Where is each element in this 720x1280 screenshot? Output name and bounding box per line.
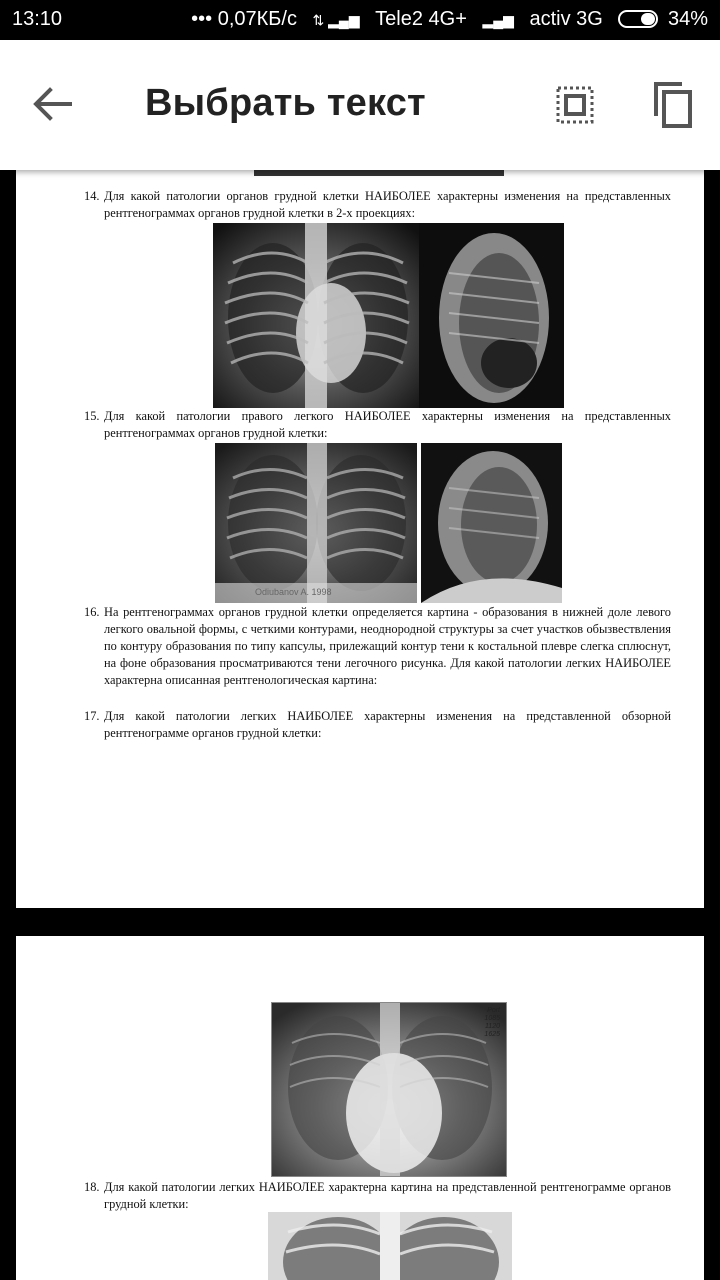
xray-handwritten-note <box>484 1007 500 1039</box>
note-line: 1625 <box>484 1031 500 1038</box>
xray-frontal-18 <box>268 1212 512 1280</box>
question-text: Для какой патологии правого легкого НАИБОЛЕЕ характерны изменения на представленных рентгенограммах органов грудной клетки: <box>104 409 671 440</box>
question-15 <box>84 408 671 442</box>
signal-icon: ⇅ ▂▄▆ <box>312 12 360 28</box>
question-number: 15. <box>84 409 100 423</box>
signal-icon-2: ▂▄▆ <box>482 12 514 28</box>
page-title: Выбрать текст <box>145 82 426 124</box>
status-indicators <box>181 8 708 31</box>
status-time: 13:10 <box>12 8 63 30</box>
question-14 <box>84 188 671 222</box>
note-line: Port <box>487 1007 500 1014</box>
note-line: 1120 <box>484 1023 500 1030</box>
question-number: 16. <box>84 605 100 619</box>
carrier-2: activ 3G <box>529 8 603 30</box>
question-16 <box>84 604 671 689</box>
document-page-2 <box>16 936 704 1280</box>
app-bar <box>0 40 720 170</box>
note-line: 1085 <box>484 1015 500 1022</box>
question-18 <box>84 1179 671 1213</box>
question-number: 17. <box>84 709 100 723</box>
xray-lateral-15 <box>421 443 562 603</box>
battery-level: 34% <box>667 8 708 30</box>
question-text: На рентгенограммах органов грудной клетки определяется картина - образования в нижней доле левого легкого овальной формы, с четкими контурами, неоднородной структуры за счет участков обызвествления по контуру образования по типу капсулы, прилежащий контур тени к костальной плевре слегка сплюснут, на фоне образования просматриваются тени легочного рисунка. Для какой патологии легких НАИБОЛЕЕ характерна описанная рентгенологическая картина: <box>104 605 671 687</box>
xray-frontal-17 <box>271 1002 507 1177</box>
xray-watermark: Odiubanov A. 1998 <box>255 587 332 597</box>
question-text: Для какой патологии легких НАИБОЛЕЕ характерны изменения на представленной обзорной рентгенограмме органов грудной клетки: <box>104 709 671 740</box>
select-all-icon[interactable] <box>555 85 595 125</box>
xray-frontal-14 <box>213 223 419 408</box>
xray-frontal-15 <box>215 443 417 603</box>
question-text: Для какой патологии органов грудной клетки НАИБОЛЕЕ характерны изменения на представленных рентгенограммах органов грудной клетки в 2-х проекциях: <box>104 189 671 220</box>
question-17 <box>84 708 671 742</box>
document-page-1 <box>16 150 704 908</box>
back-arrow-icon[interactable] <box>30 84 74 124</box>
status-bar <box>0 0 720 40</box>
carrier-1: Tele2 4G+ <box>375 8 467 30</box>
network-speed: ••• 0,07КБ/с <box>191 8 297 30</box>
battery-icon <box>618 10 658 28</box>
xray-lateral-14 <box>419 223 564 408</box>
question-number: 14. <box>84 189 100 203</box>
question-text: Для какой патологии легких НАИБОЛЕЕ характерна картина на представленной рентгенограмме органов грудной клетки: <box>104 1180 671 1211</box>
question-number: 18. <box>84 1180 100 1194</box>
previous-image-edge <box>254 170 504 176</box>
copy-icon[interactable] <box>650 80 694 130</box>
